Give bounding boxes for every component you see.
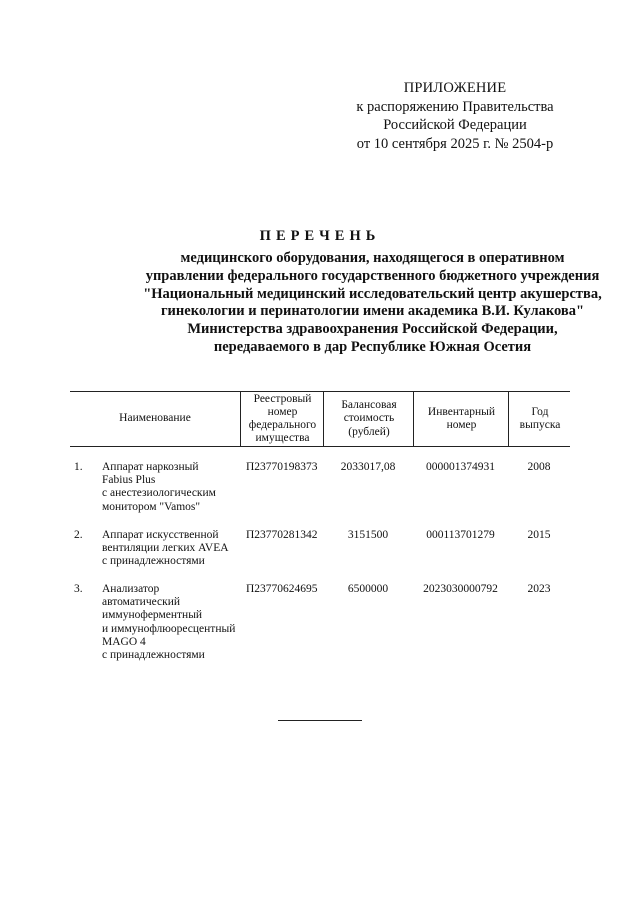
name-line: с анестезиологическим xyxy=(102,487,216,500)
registry-number: П23770624695 xyxy=(246,583,318,595)
description-line: медицинского оборудования, находящегося в оперативном xyxy=(180,250,565,266)
header-name xyxy=(70,392,240,446)
registry-number: П23770198373 xyxy=(246,461,318,473)
name-line: с принадлежностями xyxy=(102,555,205,568)
name-line: иммуноферментный xyxy=(102,609,203,622)
name-line: MAGO 4 xyxy=(102,635,146,648)
release-year: 2008 xyxy=(527,461,551,473)
balance-value: 6500000 xyxy=(347,583,389,595)
page-title: ПЕРЕЧЕНЬ xyxy=(259,228,381,244)
description-line: Министерства здравоохранения Российской Федерации, xyxy=(187,321,558,338)
appendix-title: ПРИЛОЖЕНИЕ xyxy=(403,80,507,96)
name-line: монитором "Vamos" xyxy=(102,500,201,513)
equipment-name xyxy=(102,583,247,662)
header-registry-number xyxy=(240,392,324,446)
equipment-name xyxy=(102,461,247,514)
header-text: имущества xyxy=(255,432,310,445)
appendix-date-line: от 10 сентября 2025 г. № 2504-р xyxy=(356,135,554,152)
name-line: Аппарат искусственной xyxy=(102,529,219,541)
header-inventory-number xyxy=(413,392,509,446)
header-text: номер xyxy=(267,405,298,418)
row-number: 3. xyxy=(74,583,83,595)
header-text: номер xyxy=(446,419,477,431)
appendix-line: Российской Федерации xyxy=(383,117,527,133)
header-text: (рублей) xyxy=(348,425,390,438)
appendix-block xyxy=(330,79,580,153)
header-text: стоимость xyxy=(343,412,395,425)
name-line: и иммунофлюоресцентный xyxy=(102,622,236,635)
inventory-number: 2023030000792 xyxy=(423,583,498,595)
description-line: управлении федерального государственного бюджетного учреждения xyxy=(145,267,600,284)
end-divider xyxy=(278,720,362,721)
table-header xyxy=(70,391,570,447)
row-number: 1. xyxy=(74,461,83,473)
inventory-number: 000113701279 xyxy=(426,529,495,541)
row-number: 2. xyxy=(74,529,83,541)
equipment-name xyxy=(102,529,247,569)
name-line: автоматический xyxy=(102,596,181,609)
name-line: Анализатор xyxy=(102,583,160,595)
balance-value: 2033017,08 xyxy=(340,461,396,473)
name-line: с принадлежностями xyxy=(102,649,205,662)
header-text: Год xyxy=(531,405,549,418)
description-line: передаваемого в дар Республике Южная Осетия xyxy=(213,338,532,355)
name-line: Fabius Plus xyxy=(102,474,156,487)
inventory-number: 000001374931 xyxy=(426,461,495,473)
appendix-line: к распоряжению Правительства xyxy=(356,98,554,115)
description-line: "Национальный медицинский исследовательский центр акушерства, xyxy=(143,285,602,302)
name-line: вентиляции легких AVEA xyxy=(102,542,229,555)
header-text: Балансовая xyxy=(341,399,397,412)
registry-number: П23770281342 xyxy=(246,529,318,541)
list-description xyxy=(60,250,640,357)
header-balance-value xyxy=(323,392,414,446)
description-line: гинекологии и перинатологии имени академика В.И. Кулакова" xyxy=(160,303,585,320)
header-name-text: Наименование xyxy=(119,412,191,425)
header-text: выпуска xyxy=(519,419,561,431)
name-line: Аппарат наркозный xyxy=(102,461,199,473)
balance-value: 3151500 xyxy=(347,529,389,541)
equipment-table xyxy=(70,391,570,662)
header-year xyxy=(508,392,571,446)
release-year: 2015 xyxy=(527,529,551,541)
release-year: 2023 xyxy=(527,583,551,595)
header-text: Инвентарный xyxy=(427,405,496,418)
header-text: федерального xyxy=(248,419,317,431)
header-text: Реестровый xyxy=(253,392,312,405)
